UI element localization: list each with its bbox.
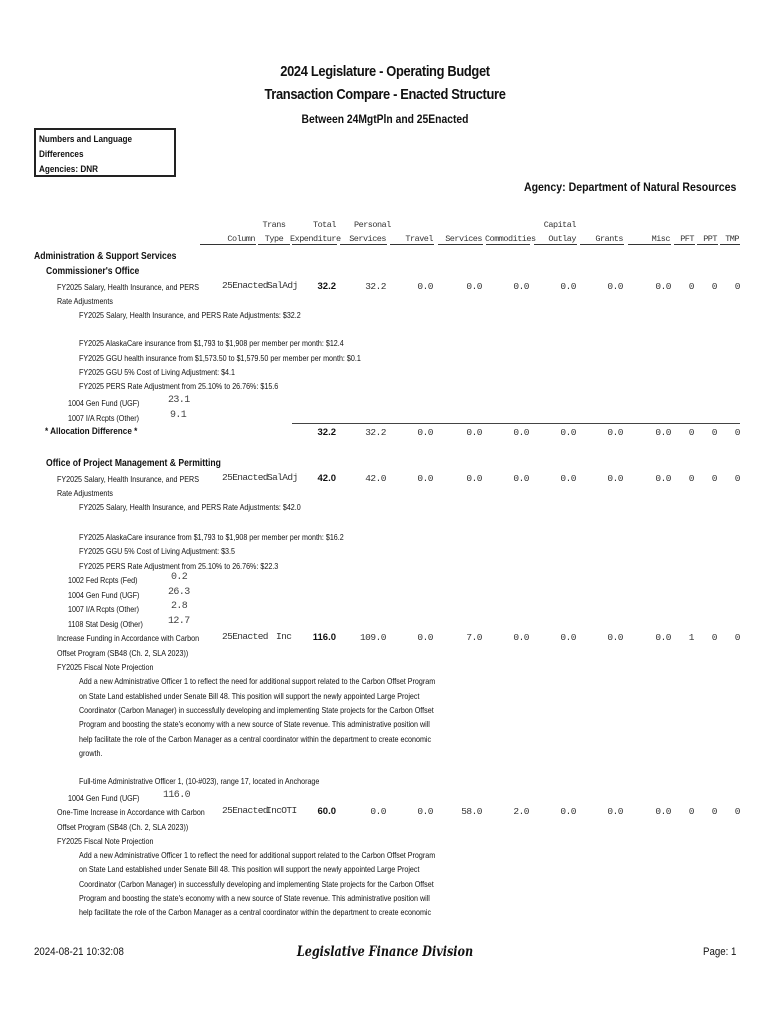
col-column: Column — [227, 234, 255, 244]
value-travel: 0.0 — [417, 281, 433, 292]
value-capital-outlay: 0.0 — [560, 632, 576, 643]
row-column: 25Enacted — [222, 631, 268, 642]
col-services: Services — [445, 234, 482, 244]
value-grants: 0.0 — [607, 806, 623, 817]
value-grants: 0.0 — [607, 427, 623, 438]
paragraph-line: Add a new Administrative Officer 1 to reflect the need for additional support related to the Carbon Offset Program — [79, 850, 436, 860]
value-personal-services: 32.2 — [365, 427, 386, 438]
row-column: 25Enacted — [222, 280, 268, 291]
paragraph-line: help facilitate the role of the Carbon Manager as a central coordinator within the department to create economic — [79, 907, 432, 917]
value-commodities: 0.0 — [513, 281, 529, 292]
row-description: FY2025 Salary, Health Insurance, and PERS — [57, 282, 199, 292]
subsection-project-management: Office of Project Management & Permitting — [46, 458, 221, 469]
header-rule — [534, 244, 577, 245]
header-rule — [580, 244, 624, 245]
value-services: 58.0 — [461, 806, 482, 817]
value-commodities: 0.0 — [513, 632, 529, 643]
col-capital-1: Capital — [543, 220, 576, 230]
total-rule — [292, 423, 740, 424]
fund-source: 1007 I/A Rcpts (Other) — [68, 413, 140, 423]
row-description: Increase Funding in Accordance with Carbon — [57, 633, 200, 643]
value-misc: 0.0 — [655, 632, 671, 643]
value-total-expenditure: 42.0 — [317, 473, 336, 484]
value-services: 0.0 — [466, 427, 482, 438]
col-total-2: Expenditure — [290, 234, 341, 244]
fund-amount: 116.0 — [163, 790, 191, 801]
row-description: Offset Program (SB48 (Ch. 2, SLA 2023)) — [57, 648, 189, 658]
fund-amount: 12.7 — [168, 616, 190, 627]
value-pft: 0 — [688, 473, 694, 484]
value-tmp: 0 — [734, 427, 740, 438]
header-rule — [697, 244, 718, 245]
col-pft: PFT — [680, 234, 694, 244]
col-misc: Misc — [651, 234, 670, 244]
report-range: Between 24MgtPln and 25Enacted — [301, 112, 469, 126]
value-capital-outlay: 0.0 — [560, 427, 576, 438]
value-grants: 0.0 — [607, 281, 623, 292]
value-travel: 0.0 — [417, 806, 433, 817]
report-subtitle: Transaction Compare - Enacted Structure — [264, 86, 506, 103]
col-total-1: Total — [312, 220, 336, 230]
value-tmp: 0 — [734, 281, 740, 292]
value-pft: 1 — [688, 632, 694, 643]
value-services: 0.0 — [466, 281, 482, 292]
value-pft: 0 — [688, 806, 694, 817]
fiscal-note-projection: FY2025 Fiscal Note Projection — [57, 836, 154, 846]
value-personal-services: 0.0 — [370, 806, 386, 817]
value-travel: 0.0 — [417, 427, 433, 438]
position-note: Full-time Administrative Officer 1, (10-#023), range 17, located in Anchorage — [79, 776, 320, 786]
row-description: FY2025 Salary, Health Insurance, and PERS — [57, 474, 199, 484]
row-detail: FY2025 Salary, Health Insurance, and PERS Rate Adjustments: $42.0 — [79, 502, 301, 512]
col-trans-1: Trans — [262, 220, 286, 230]
value-ppt: 0 — [711, 632, 717, 643]
paragraph-line: Coordinator (Carbon Manager) in successfully developing and implementing State projects for the Carbon Offset — [79, 879, 434, 889]
value-capital-outlay: 0.0 — [560, 473, 576, 484]
col-capital-2: Outlay — [548, 234, 576, 244]
row-detail: FY2025 Salary, Health Insurance, and PERS Rate Adjustments: $32.2 — [79, 310, 301, 320]
footer-division: Legislative Finance Division — [296, 944, 474, 960]
col-ppt: PPT — [703, 234, 717, 244]
value-capital-outlay: 0.0 — [560, 806, 576, 817]
fund-source: 1004 Gen Fund (UGF) — [68, 398, 140, 408]
value-ppt: 0 — [711, 473, 717, 484]
value-tmp: 0 — [734, 632, 740, 643]
paragraph-line: Add a new Administrative Officer 1 to reflect the need for additional support related to the Carbon Offset Program — [79, 676, 436, 686]
header-rule — [486, 244, 530, 245]
col-grants: Grants — [595, 234, 623, 244]
header-rule — [720, 244, 740, 245]
value-misc: 0.0 — [655, 473, 671, 484]
footer-page: Page: 1 — [703, 946, 737, 958]
row-trans-type: SalAdj — [267, 472, 298, 483]
col-trans-2: Type — [264, 234, 284, 244]
paragraph-line: Coordinator (Carbon Manager) in successfully developing and implementing State projects for the Carbon Offset — [79, 705, 434, 715]
col-personal-1: Personal — [354, 220, 391, 230]
fiscal-note-projection: FY2025 Fiscal Note Projection — [57, 662, 154, 672]
row-trans-type: IncOTI — [266, 805, 297, 816]
value-misc: 0.0 — [655, 281, 671, 292]
value-misc: 0.0 — [655, 427, 671, 438]
fund-amount: 26.3 — [168, 587, 190, 598]
header-rule — [200, 244, 256, 245]
row-description: One-Time Increase in Accordance with Carbon — [57, 807, 205, 817]
fund-source: 1004 Gen Fund (UGF) — [68, 590, 140, 600]
fund-amount: 23.1 — [168, 395, 190, 406]
header-rule — [438, 244, 483, 245]
paragraph-line: Program and boosting the state's economy with a new source of State revenue. This administrative position will — [79, 893, 430, 903]
paragraph-line: growth. — [79, 748, 103, 758]
value-total-expenditure: 60.0 — [317, 806, 336, 817]
value-total-expenditure: 32.2 — [317, 427, 336, 438]
value-capital-outlay: 0.0 — [560, 281, 576, 292]
value-personal-services: 32.2 — [365, 281, 386, 292]
allocation-difference-label: * Allocation Difference * — [45, 426, 138, 437]
value-total-expenditure: 32.2 — [317, 281, 336, 292]
paragraph-line: on State Land established under Senate Bill 48. This position will support the newly appointed Large Project — [79, 864, 420, 874]
value-grants: 0.0 — [607, 632, 623, 643]
col-personal-2: Services — [349, 234, 386, 244]
value-personal-services: 42.0 — [365, 473, 386, 484]
value-pft: 0 — [688, 281, 694, 292]
row-column: 25Enacted — [222, 805, 268, 816]
value-travel: 0.0 — [417, 473, 433, 484]
row-trans-type: Inc — [276, 631, 292, 642]
value-commodities: 0.0 — [513, 427, 529, 438]
report-title: 2024 Legislature - Operating Budget — [280, 63, 490, 80]
fund-source: 1108 Stat Desig (Other) — [68, 619, 143, 629]
filter-line-3: Agencies: DNR — [39, 164, 99, 175]
row-description: Offset Program (SB48 (Ch. 2, SLA 2023)) — [57, 822, 189, 832]
fund-source: 1004 Gen Fund (UGF) — [68, 793, 140, 803]
header-rule — [258, 244, 290, 245]
value-tmp: 0 — [734, 806, 740, 817]
value-misc: 0.0 — [655, 806, 671, 817]
col-commodities: Commodities — [485, 234, 536, 244]
col-travel: Travel — [405, 234, 433, 244]
note-line: FY2025 AlaskaCare insurance from $1,793 to $1,908 per member per month: $12.4 — [79, 338, 344, 348]
value-grants: 0.0 — [607, 473, 623, 484]
value-ppt: 0 — [711, 281, 717, 292]
value-ppt: 0 — [711, 427, 717, 438]
header-rule — [292, 244, 337, 245]
footer-timestamp: 2024-08-21 10:32:08 — [34, 946, 124, 958]
col-tmp: TMP — [725, 234, 739, 244]
value-services: 0.0 — [466, 473, 482, 484]
value-tmp: 0 — [734, 473, 740, 484]
note-line: FY2025 GGU 5% Cost of Living Adjustment: $4.1 — [79, 367, 235, 377]
note-line: FY2025 GGU 5% Cost of Living Adjustment: $3.5 — [79, 546, 235, 556]
row-description: Rate Adjustments — [57, 488, 113, 498]
paragraph-line: help facilitate the role of the Carbon Manager as a central coordinator within the department to create economic — [79, 734, 432, 744]
header-rule — [674, 244, 695, 245]
row-trans-type: SalAdj — [267, 280, 298, 291]
paragraph-line: Program and boosting the state's economy with a new source of State revenue. This administrative position will — [79, 719, 430, 729]
value-total-expenditure: 116.0 — [312, 632, 336, 643]
note-line: FY2025 PERS Rate Adjustment from 25.10% to 26.76%: $22.3 — [79, 561, 279, 571]
note-line: FY2025 PERS Rate Adjustment from 25.10% to 26.76%: $15.6 — [79, 381, 279, 391]
value-pft: 0 — [688, 427, 694, 438]
row-column: 25Enacted — [222, 472, 268, 483]
header-rule — [628, 244, 671, 245]
value-personal-services: 109.0 — [359, 632, 386, 643]
value-travel: 0.0 — [417, 632, 433, 643]
filter-line-1: Numbers and Language — [39, 134, 133, 145]
filter-line-2: Differences — [39, 149, 84, 160]
value-commodities: 0.0 — [513, 473, 529, 484]
paragraph-line: on State Land established under Senate Bill 48. This position will support the newly appointed Large Project — [79, 691, 420, 701]
value-ppt: 0 — [711, 806, 717, 817]
section-admin: Administration & Support Services — [34, 251, 177, 262]
value-services: 7.0 — [466, 632, 482, 643]
fund-amount: 0.2 — [171, 572, 188, 583]
fund-amount: 9.1 — [170, 410, 187, 421]
header-rule — [340, 244, 387, 245]
subsection-commissioner: Commissioner's Office — [46, 266, 140, 277]
note-line: FY2025 GGU health insurance from $1,573.50 to $1,579.50 per member per month: $0.1 — [79, 353, 361, 363]
agency-label: Agency: Department of Natural Resources — [523, 180, 736, 194]
value-commodities: 2.0 — [513, 806, 529, 817]
fund-source: 1007 I/A Rcpts (Other) — [68, 604, 140, 614]
note-line: FY2025 AlaskaCare insurance from $1,793 to $1,908 per member per month: $16.2 — [79, 532, 344, 542]
fund-amount: 2.8 — [171, 601, 188, 612]
fund-source: 1002 Fed Rcpts (Fed) — [68, 575, 138, 585]
filter-box — [34, 128, 176, 177]
header-rule — [390, 244, 434, 245]
row-description: Rate Adjustments — [57, 296, 113, 306]
